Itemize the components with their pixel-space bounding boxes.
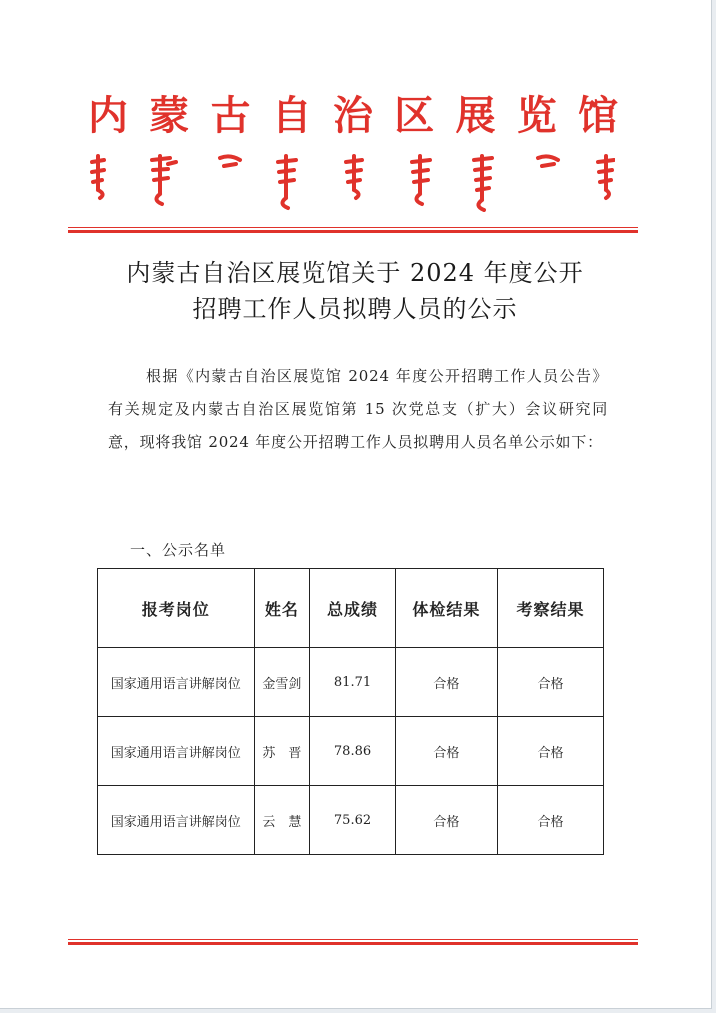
document-title xyxy=(60,255,650,327)
table-row xyxy=(98,648,604,717)
section-heading: 一、公示名单 xyxy=(130,541,227,559)
table-header-row xyxy=(98,569,604,648)
cell-inspection: 合格 xyxy=(497,717,603,786)
letterhead-org-name xyxy=(88,92,618,140)
cell-name: 苏 晋 xyxy=(254,717,310,786)
announcement-paragraph: 根据《内蒙古自治区展览馆 2024 年度公开招聘工作人员公告》有关规定及内蒙古自治区展览馆第 15 次党总支（扩大）会议研究同意，现将我馆 2024 年度公开招聘工作人员拟聘用人员名单公示如下： xyxy=(108,367,608,451)
letterhead-char: 治 xyxy=(333,92,373,139)
title-line-2: 招聘工作人员拟聘人员的公示 xyxy=(192,295,518,323)
cell-score: 75.62 xyxy=(310,786,396,855)
title-line-1: 内蒙古自治区展览馆关于 2024 年度公开 xyxy=(126,259,584,287)
cell-score: 78.86 xyxy=(310,717,396,786)
letterhead-red-rule xyxy=(68,227,638,233)
letterhead-char: 览 xyxy=(516,92,557,139)
cell-inspection: 合格 xyxy=(497,786,603,855)
cell-name: 云 慧 xyxy=(254,786,310,855)
letterhead-char: 区 xyxy=(394,92,435,139)
cell-position: 国家通用语言讲解岗位 xyxy=(98,786,255,855)
cell-exam: 合格 xyxy=(395,717,497,786)
table-row xyxy=(98,786,604,855)
candidate-table xyxy=(97,568,604,855)
header-position: 报考岗位 xyxy=(98,569,255,648)
letterhead-char: 馆 xyxy=(578,92,618,139)
footer-red-rule xyxy=(68,939,638,945)
letterhead-char: 古 xyxy=(210,92,251,139)
cell-score: 81.71 xyxy=(310,648,396,717)
header-total-score: 总成绩 xyxy=(310,569,396,648)
letterhead-char: 展 xyxy=(455,92,496,139)
header-physical-exam: 体检结果 xyxy=(395,569,497,648)
cell-exam: 合格 xyxy=(395,786,497,855)
cell-inspection: 合格 xyxy=(497,648,603,717)
letterhead-char: 自 xyxy=(271,92,312,139)
cell-name: 金雪剑 xyxy=(254,648,310,717)
cell-position: 国家通用语言讲解岗位 xyxy=(98,717,255,786)
header-inspection: 考察结果 xyxy=(497,569,603,648)
letterhead-char: 内 xyxy=(88,92,128,139)
letterhead-mongolian-script xyxy=(90,150,615,212)
letterhead-char: 蒙 xyxy=(149,92,190,139)
mongolian-script-graphic xyxy=(90,150,615,212)
cell-exam: 合格 xyxy=(395,648,497,717)
cell-position: 国家通用语言讲解岗位 xyxy=(98,648,255,717)
table-row xyxy=(98,717,604,786)
header-name: 姓名 xyxy=(254,569,310,648)
